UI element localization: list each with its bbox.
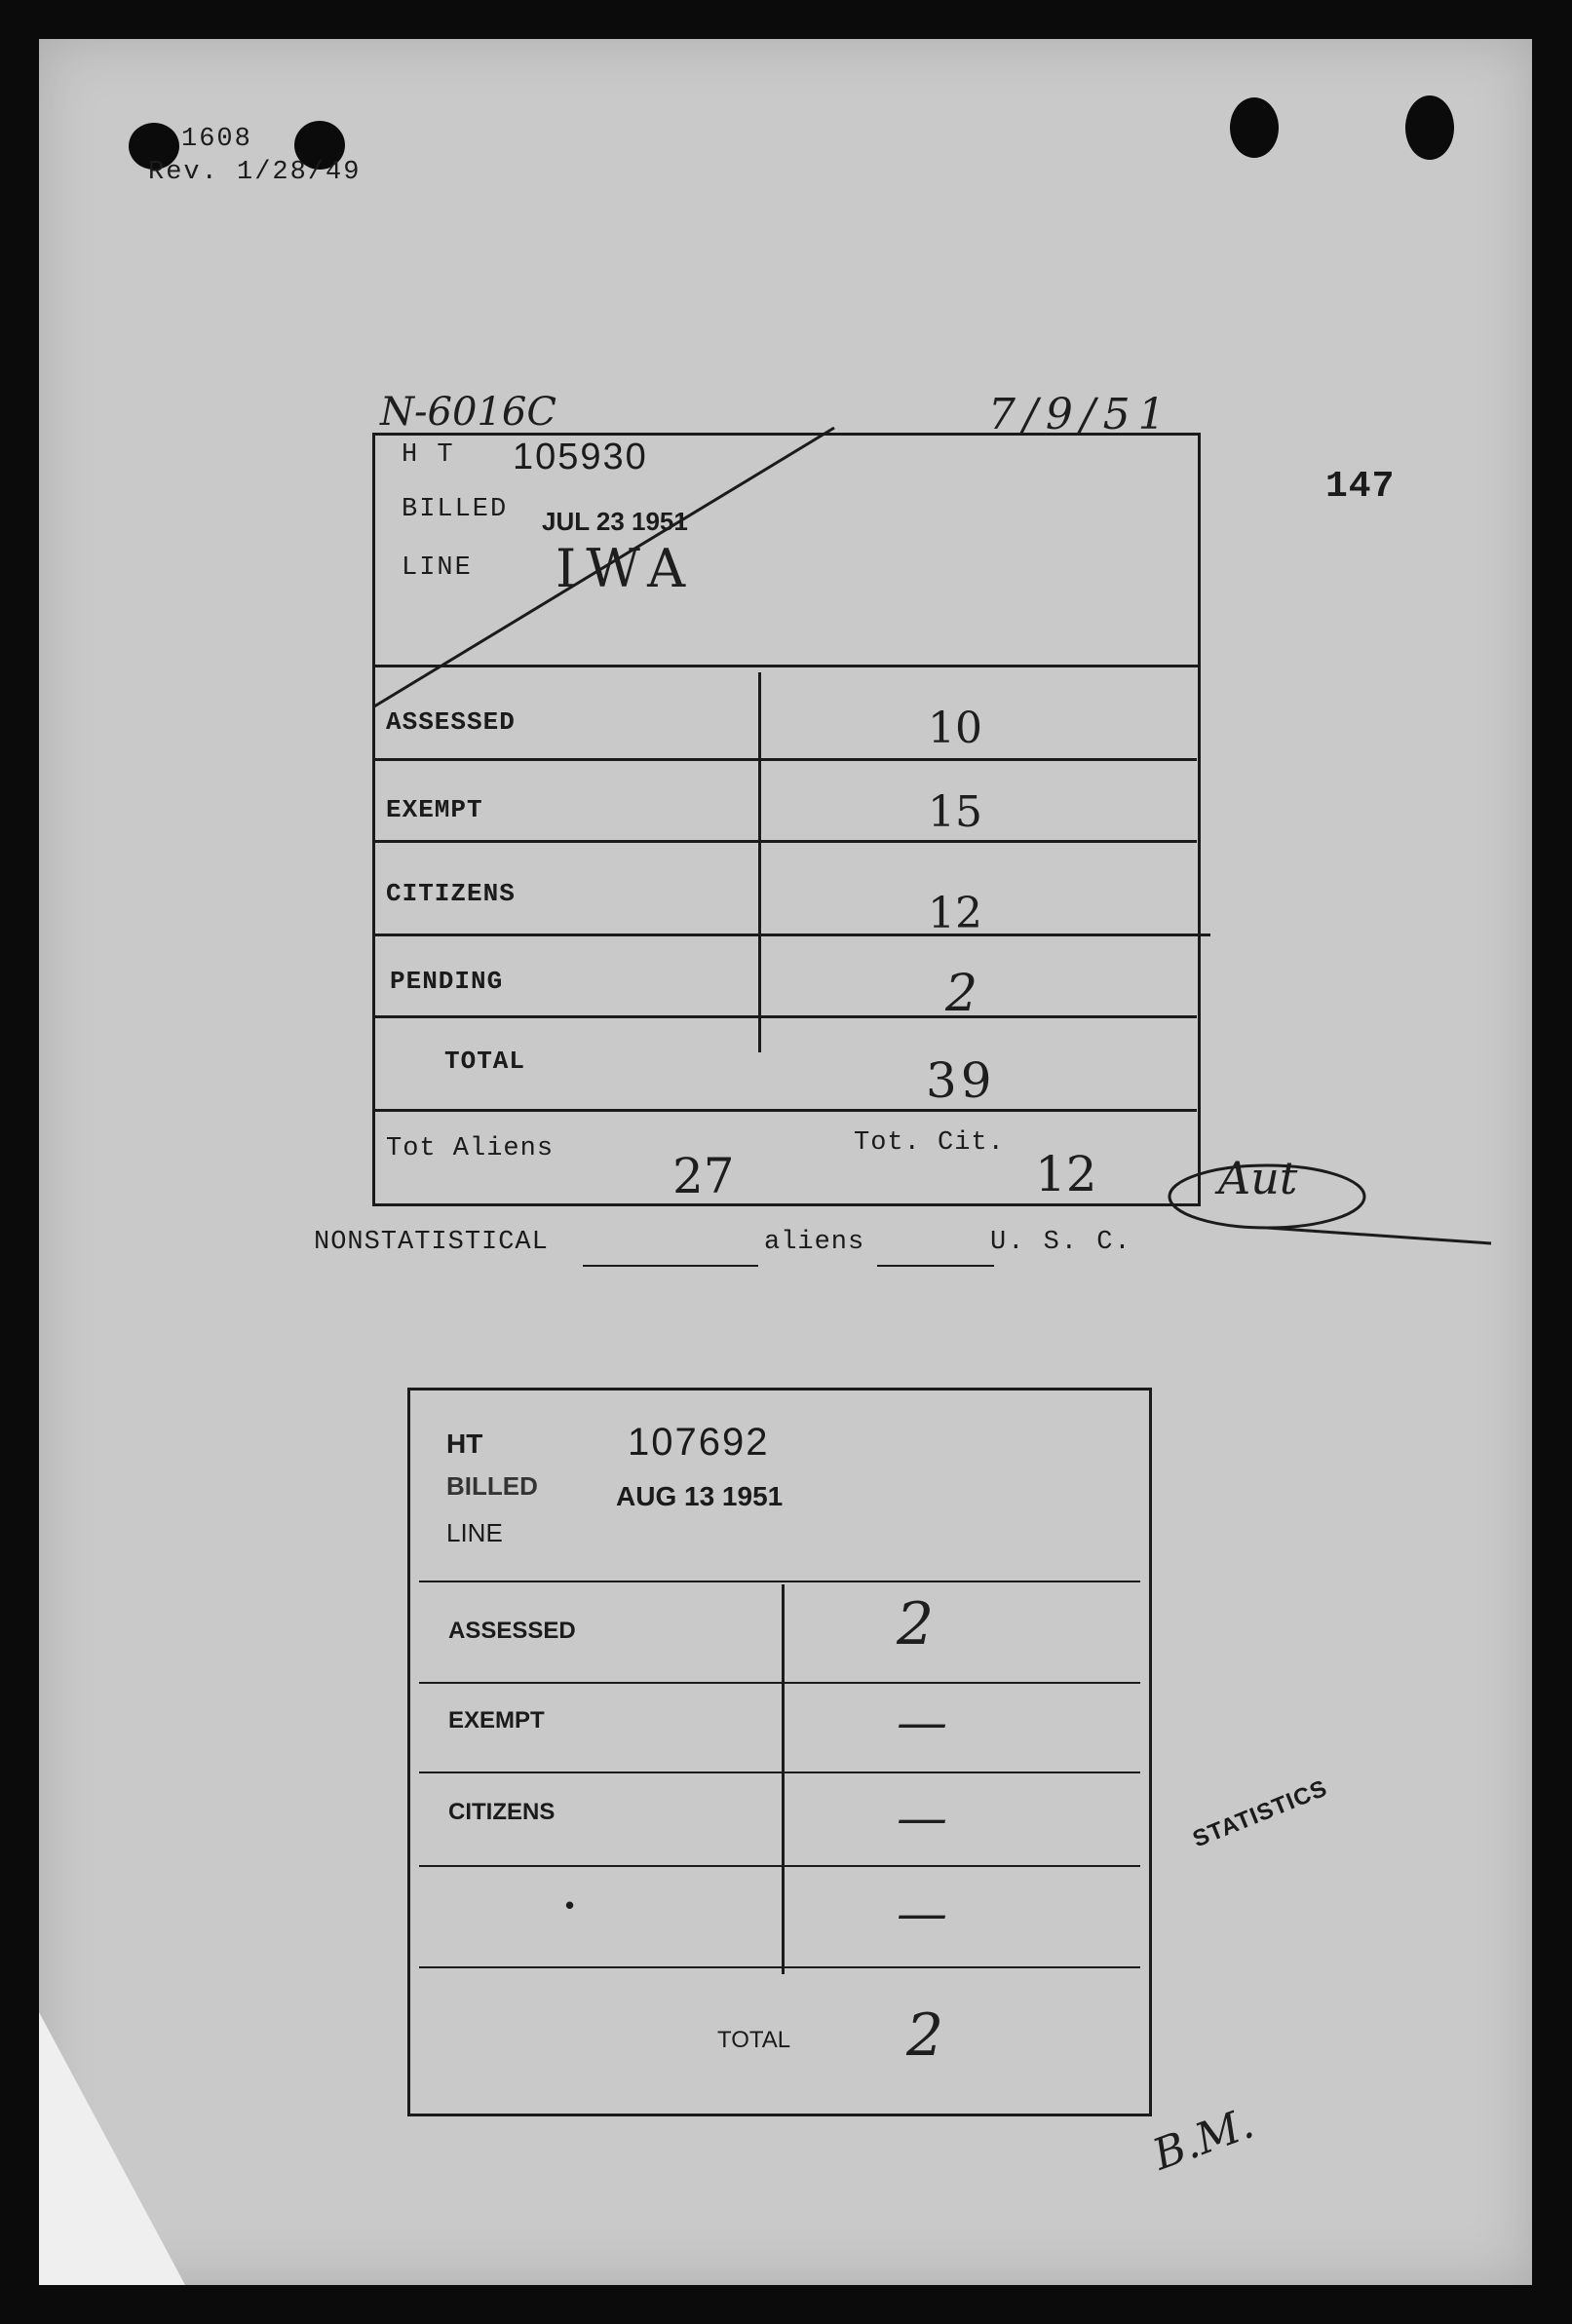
card2-row-value: — xyxy=(897,1789,947,1848)
nonstatistical-label: NONSTATISTICAL xyxy=(314,1228,549,1257)
card1-row-value: 12 xyxy=(928,889,982,938)
card2-row-value: — xyxy=(897,1694,947,1752)
punch-hole-right-1 xyxy=(1230,97,1279,158)
nonstatistical-blank-1 xyxy=(583,1265,758,1267)
card2-divider-header xyxy=(419,1581,1140,1582)
card2-divider-3 xyxy=(419,1865,1140,1867)
card2-divider-4 xyxy=(419,1966,1140,1968)
card1-divider-3 xyxy=(372,933,1210,936)
punch-hole-right-2 xyxy=(1405,95,1454,160)
file-number-handwritten: N-6016C xyxy=(380,390,556,435)
card1-row-label: PENDING xyxy=(390,967,504,996)
card1-ht-value: 105930 xyxy=(513,437,648,477)
card2-row-label: EXEMPT xyxy=(448,1707,545,1733)
revision-date: Rev. 1/28/49 xyxy=(148,158,362,187)
card1-row-label: CITIZENS xyxy=(386,879,516,908)
page-number: 147 xyxy=(1325,466,1396,508)
card2-row-value: — xyxy=(897,1885,947,1943)
card1-divider-header xyxy=(372,665,1201,667)
usc-label: U. S. C. xyxy=(990,1228,1132,1257)
aliens-label: aliens xyxy=(764,1228,865,1257)
card1-row-label: EXEMPT xyxy=(386,795,483,824)
card1-row-value: 10 xyxy=(928,704,982,753)
card2-divider-1 xyxy=(419,1682,1140,1684)
card1-initials-loop xyxy=(1160,1146,1511,1253)
card1-total-value: 39 xyxy=(926,1052,996,1109)
card1-tot-aliens-value: 27 xyxy=(672,1148,735,1204)
card1-row-value: 15 xyxy=(928,787,982,837)
card2-billed-label: BILLED xyxy=(446,1471,538,1501)
card2-total-value: 2 xyxy=(906,2001,944,2070)
card1-total-label: TOTAL xyxy=(444,1047,526,1076)
card2-line-label: LINE xyxy=(446,1518,503,1547)
card1-divider-5 xyxy=(372,1109,1197,1112)
card1-divider-1 xyxy=(372,758,1197,761)
card2-column-divider xyxy=(782,1584,785,1974)
card1-line-label: LINE xyxy=(402,553,473,583)
card2-billed-value: AUG 13 1951 xyxy=(616,1481,784,1511)
card1-billed-value: JUL 23 1951 xyxy=(542,507,688,536)
card1-divider-2 xyxy=(372,840,1197,843)
nonstatistical-blank-2 xyxy=(877,1265,994,1267)
card1-row-label: ASSESSED xyxy=(386,707,516,737)
card1-divider-4 xyxy=(372,1015,1197,1018)
card2-row-label: ASSESSED xyxy=(448,1618,576,1644)
card1-line-value: IWA xyxy=(556,538,696,599)
card1-initials: Aut xyxy=(1218,1152,1298,1204)
card1-tot-aliens-label: Tot Aliens xyxy=(386,1134,555,1163)
card1-row-value: 2 xyxy=(945,965,978,1023)
card2-row-label: • xyxy=(565,1890,575,1920)
card2-row-value: 2 xyxy=(897,1590,935,1658)
card1-column-divider xyxy=(758,672,761,1052)
card2-initials: B.M. xyxy=(1146,2098,1260,2181)
card2-divider-2 xyxy=(419,1772,1140,1773)
card2-total-label: TOTAL xyxy=(717,2027,791,2053)
form-number: 1608 xyxy=(181,125,252,154)
date-handwritten: 7/9/51 xyxy=(988,390,1173,439)
card1-tot-cit-label: Tot. Cit. xyxy=(854,1128,1005,1158)
card2-row-label: CITIZENS xyxy=(448,1799,556,1825)
card1-ht-label: H T xyxy=(402,440,455,470)
card2-ht-label: HT xyxy=(446,1429,483,1459)
card1-billed-label: BILLED xyxy=(402,495,509,524)
statistics-stamp: STATISTICS xyxy=(1189,1774,1331,1853)
card1-tot-cit-value: 12 xyxy=(1035,1146,1097,1202)
document-page xyxy=(39,39,1532,2285)
paper-fold-corner xyxy=(39,2012,185,2285)
card2-ht-value: 107692 xyxy=(628,1421,770,1464)
